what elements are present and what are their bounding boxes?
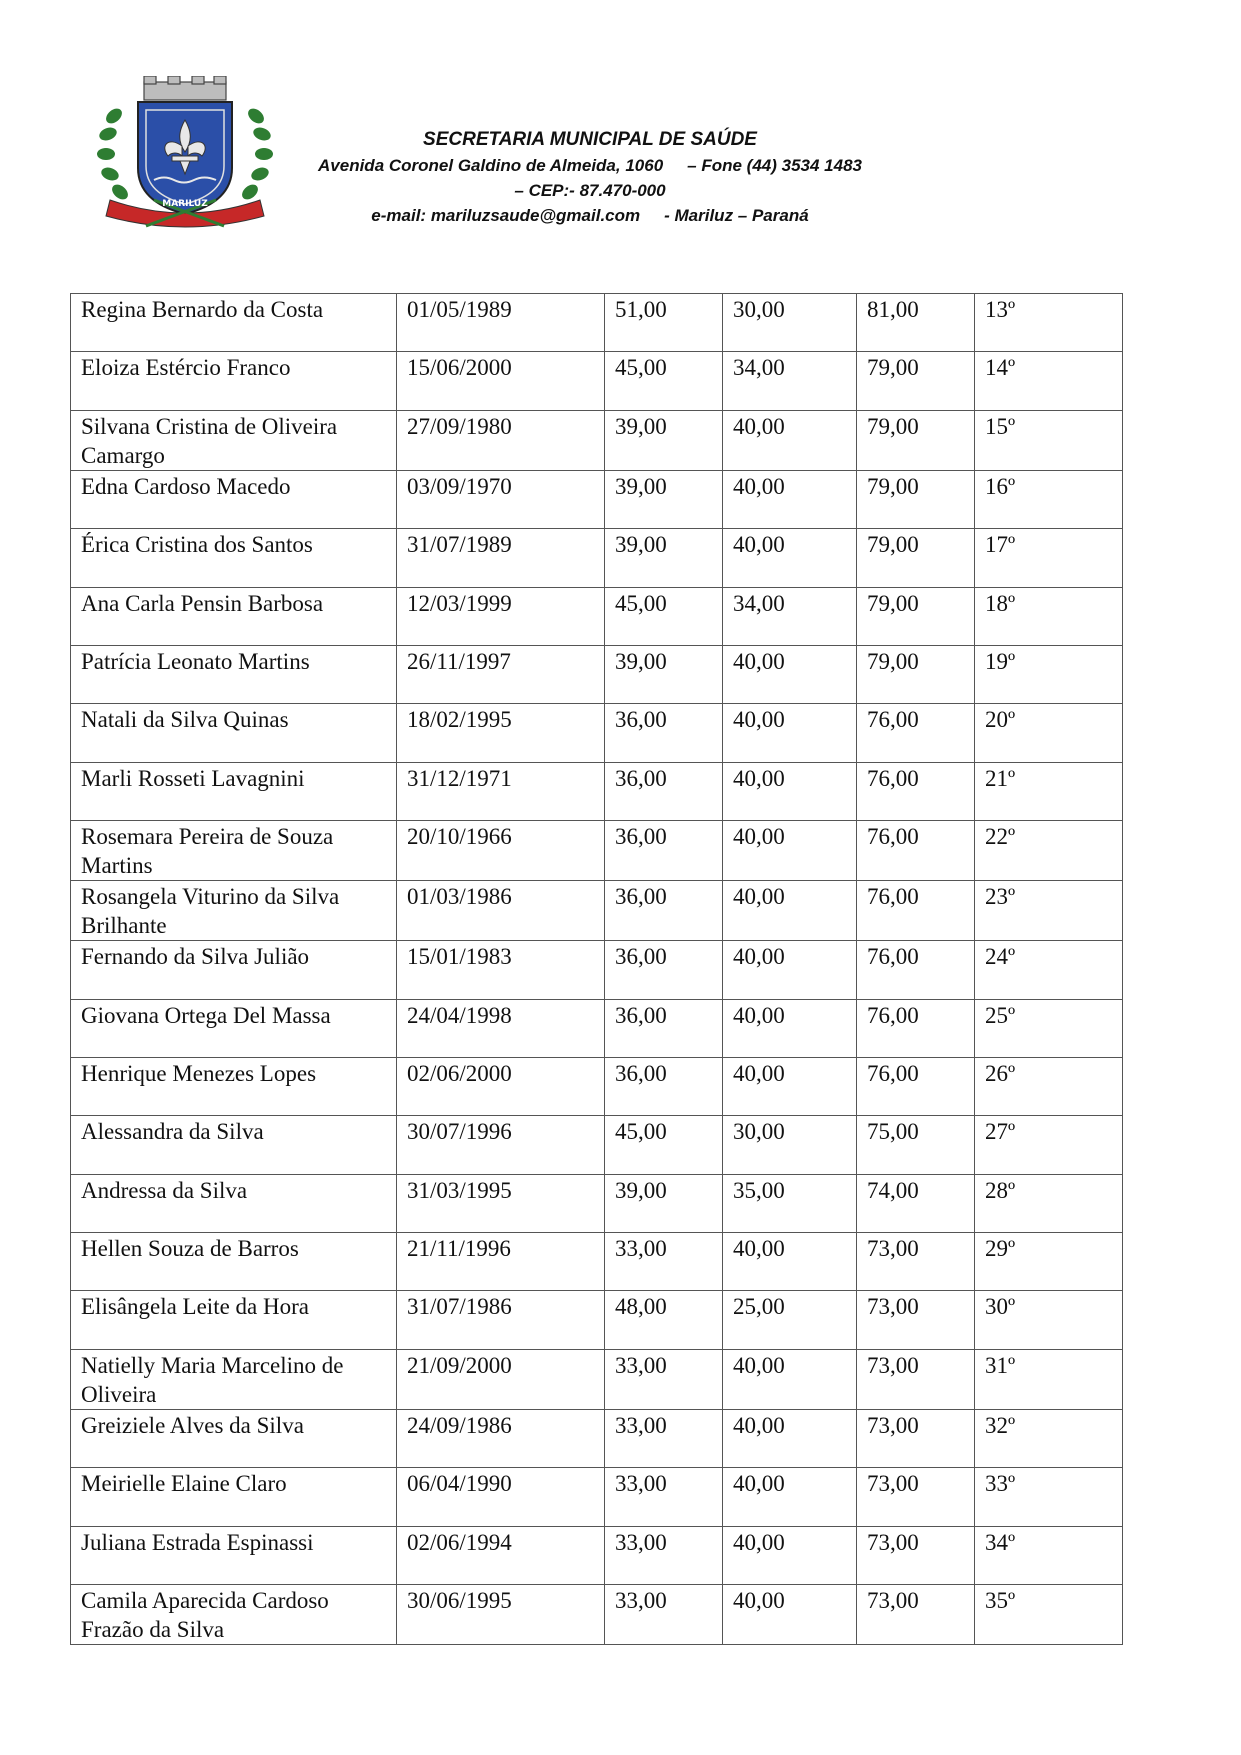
score-a-cell: 36,00 [605,881,723,941]
letterhead-address: Avenida Coronel Galdino de Almeida, 1060 [318,156,664,175]
birth-date-cell: 01/05/1989 [397,294,605,352]
score-a-cell: 36,00 [605,762,723,820]
table-row [71,294,1123,352]
score-a-cell: 45,00 [605,352,723,410]
score-b-cell: 40,00 [723,1526,857,1584]
table-row [71,645,1123,703]
score-b-cell: 40,00 [723,1585,857,1645]
table-row [71,1233,1123,1291]
score-a-cell: 45,00 [605,587,723,645]
table-row [71,587,1123,645]
birth-date-cell: 15/06/2000 [397,352,605,410]
table-row [71,1585,1123,1645]
score-b-cell: 40,00 [723,645,857,703]
ranking-position-cell: 13º [975,294,1123,352]
candidate-name-cell: Giovana Ortega Del Massa [71,999,397,1057]
birth-date-cell: 26/11/1997 [397,645,605,703]
birth-date-cell: 21/09/2000 [397,1349,605,1409]
ranking-table [70,293,1123,1645]
candidate-name-cell: Patrícia Leonato Martins [71,645,397,703]
score-b-cell: 25,00 [723,1291,857,1349]
total-score-cell: 79,00 [857,352,975,410]
total-score-cell: 76,00 [857,881,975,941]
score-b-cell: 40,00 [723,1409,857,1467]
ranking-position-cell: 17º [975,529,1123,587]
candidate-name-cell: Natielly Maria Marcelino de Oliveira [71,1349,397,1409]
candidate-name-cell: Hellen Souza de Barros [71,1233,397,1291]
ranking-position-cell: 34º [975,1526,1123,1584]
candidate-name-cell: Silvana Cristina de Oliveira Camargo [71,410,397,470]
score-a-cell: 39,00 [605,645,723,703]
score-b-cell: 40,00 [723,762,857,820]
birth-date-cell: 30/06/1995 [397,1585,605,1645]
total-score-cell: 74,00 [857,1174,975,1232]
letterhead-email: e-mail: mariluzsaude@gmail.com [371,206,641,225]
table-row [71,352,1123,410]
score-b-cell: 40,00 [723,821,857,881]
candidate-name-cell: Andressa da Silva [71,1174,397,1232]
total-score-cell: 73,00 [857,1585,975,1645]
birth-date-cell: 31/03/1995 [397,1174,605,1232]
score-b-cell: 40,00 [723,410,857,470]
table-row [71,529,1123,587]
score-a-cell: 45,00 [605,1116,723,1174]
score-b-cell: 40,00 [723,1468,857,1526]
total-score-cell: 73,00 [857,1349,975,1409]
ranking-position-cell: 26º [975,1057,1123,1115]
score-b-cell: 40,00 [723,470,857,528]
candidate-name-cell: Fernando da Silva Julião [71,941,397,999]
birth-date-cell: 27/09/1980 [397,410,605,470]
birth-date-cell: 31/12/1971 [397,762,605,820]
total-score-cell: 73,00 [857,1233,975,1291]
score-b-cell: 40,00 [723,1233,857,1291]
total-score-cell: 73,00 [857,1468,975,1526]
candidate-name-cell: Henrique Menezes Lopes [71,1057,397,1115]
score-a-cell: 36,00 [605,999,723,1057]
ranking-position-cell: 35º [975,1585,1123,1645]
score-a-cell: 36,00 [605,941,723,999]
score-b-cell: 34,00 [723,587,857,645]
score-a-cell: 33,00 [605,1233,723,1291]
score-a-cell: 39,00 [605,410,723,470]
birth-date-cell: 03/09/1970 [397,470,605,528]
total-score-cell: 76,00 [857,762,975,820]
birth-date-cell: 21/11/1996 [397,1233,605,1291]
total-score-cell: 76,00 [857,821,975,881]
birth-date-cell: 02/06/1994 [397,1526,605,1584]
table-row [71,1174,1123,1232]
birth-date-cell: 06/04/1990 [397,1468,605,1526]
total-score-cell: 75,00 [857,1116,975,1174]
total-score-cell: 76,00 [857,999,975,1057]
score-b-cell: 34,00 [723,352,857,410]
table-row [71,1468,1123,1526]
score-a-cell: 36,00 [605,1057,723,1115]
total-score-cell: 73,00 [857,1291,975,1349]
total-score-cell: 73,00 [857,1409,975,1467]
table-row [71,821,1123,881]
ranking-position-cell: 23º [975,881,1123,941]
table-row [71,470,1123,528]
candidate-name-cell: Alessandra da Silva [71,1116,397,1174]
ranking-position-cell: 25º [975,999,1123,1057]
letterhead-phone: – Fone (44) 3534 1483 [687,156,862,175]
table-row [71,1057,1123,1115]
score-a-cell: 33,00 [605,1468,723,1526]
ranking-position-cell: 24º [975,941,1123,999]
ranking-position-cell: 20º [975,704,1123,762]
ranking-position-cell: 16º [975,470,1123,528]
candidate-name-cell: Regina Bernardo da Costa [71,294,397,352]
candidate-name-cell: Marli Rosseti Lavagnini [71,762,397,820]
letterhead-title: SECRETARIA MUNICIPAL DE SAÚDE [423,129,757,150]
candidate-name-cell: Rosangela Viturino da Silva Brilhante [71,881,397,941]
ranking-position-cell: 19º [975,645,1123,703]
birth-date-cell: 31/07/1989 [397,529,605,587]
score-b-cell: 40,00 [723,881,857,941]
candidate-name-cell: Camila Aparecida Cardoso Frazão da Silva [71,1585,397,1645]
ranking-position-cell: 15º [975,410,1123,470]
birth-date-cell: 12/03/1999 [397,587,605,645]
birth-date-cell: 24/04/1998 [397,999,605,1057]
score-b-cell: 40,00 [723,999,857,1057]
ranking-position-cell: 14º [975,352,1123,410]
ranking-position-cell: 27º [975,1116,1123,1174]
total-score-cell: 79,00 [857,645,975,703]
score-b-cell: 40,00 [723,529,857,587]
birth-date-cell: 31/07/1986 [397,1291,605,1349]
score-b-cell: 30,00 [723,1116,857,1174]
candidate-name-cell: Natali da Silva Quinas [71,704,397,762]
score-a-cell: 39,00 [605,470,723,528]
score-b-cell: 40,00 [723,1057,857,1115]
score-a-cell: 48,00 [605,1291,723,1349]
ranking-position-cell: 28º [975,1174,1123,1232]
total-score-cell: 76,00 [857,941,975,999]
total-score-cell: 79,00 [857,529,975,587]
candidate-name-cell: Rosemara Pereira de Souza Martins [71,821,397,881]
birth-date-cell: 24/09/1986 [397,1409,605,1467]
ranking-position-cell: 32º [975,1409,1123,1467]
total-score-cell: 73,00 [857,1526,975,1584]
birth-date-cell: 02/06/2000 [397,1057,605,1115]
candidate-name-cell: Juliana Estrada Espinassi [71,1526,397,1584]
score-b-cell: 40,00 [723,941,857,999]
score-a-cell: 36,00 [605,704,723,762]
candidate-name-cell: Elisângela Leite da Hora [71,1291,397,1349]
score-a-cell: 51,00 [605,294,723,352]
score-a-cell: 33,00 [605,1349,723,1409]
letterhead-cep: – CEP:- 87.470-000 [514,181,666,200]
score-b-cell: 35,00 [723,1174,857,1232]
candidate-name-cell: Greiziele Alves da Silva [71,1409,397,1467]
ranking-position-cell: 29º [975,1233,1123,1291]
birth-date-cell: 01/03/1986 [397,881,605,941]
birth-date-cell: 15/01/1983 [397,941,605,999]
crest-banner-label: MARILUZ [162,199,208,209]
letterhead-contact-line [270,203,910,228]
ranking-position-cell: 30º [975,1291,1123,1349]
score-a-cell: 33,00 [605,1526,723,1584]
table-row [71,410,1123,470]
table-row [71,1349,1123,1409]
score-a-cell: 33,00 [605,1409,723,1467]
candidate-name-cell: Meirielle Elaine Claro [71,1468,397,1526]
birth-date-cell: 18/02/1995 [397,704,605,762]
score-a-cell: 39,00 [605,529,723,587]
table-row [71,704,1123,762]
table-row [71,1116,1123,1174]
total-score-cell: 79,00 [857,410,975,470]
score-a-cell: 33,00 [605,1585,723,1645]
table-row [71,881,1123,941]
table-row [71,1291,1123,1349]
table-row [71,941,1123,999]
candidate-name-cell: Edna Cardoso Macedo [71,470,397,528]
letterhead-address-line [270,153,910,178]
total-score-cell: 76,00 [857,704,975,762]
table-row [71,1526,1123,1584]
ranking-position-cell: 18º [975,587,1123,645]
candidate-name-cell: Eloiza Estércio Franco [71,352,397,410]
score-b-cell: 40,00 [723,1349,857,1409]
ranking-position-cell: 31º [975,1349,1123,1409]
birth-date-cell: 30/07/1996 [397,1116,605,1174]
score-b-cell: 40,00 [723,704,857,762]
letterhead-city: - Mariluz – Paraná [664,206,809,225]
ranking-position-cell: 22º [975,821,1123,881]
table-row [71,999,1123,1057]
score-b-cell: 30,00 [723,294,857,352]
total-score-cell: 81,00 [857,294,975,352]
ranking-position-cell: 33º [975,1468,1123,1526]
score-a-cell: 39,00 [605,1174,723,1232]
total-score-cell: 79,00 [857,587,975,645]
ranking-position-cell: 21º [975,762,1123,820]
total-score-cell: 79,00 [857,470,975,528]
score-a-cell: 36,00 [605,821,723,881]
candidate-name-cell: Ana Carla Pensin Barbosa [71,587,397,645]
birth-date-cell: 20/10/1966 [397,821,605,881]
table-row [71,1409,1123,1467]
table-row [71,762,1123,820]
letterhead [270,127,910,228]
candidate-name-cell: Érica Cristina dos Santos [71,529,397,587]
total-score-cell: 76,00 [857,1057,975,1115]
